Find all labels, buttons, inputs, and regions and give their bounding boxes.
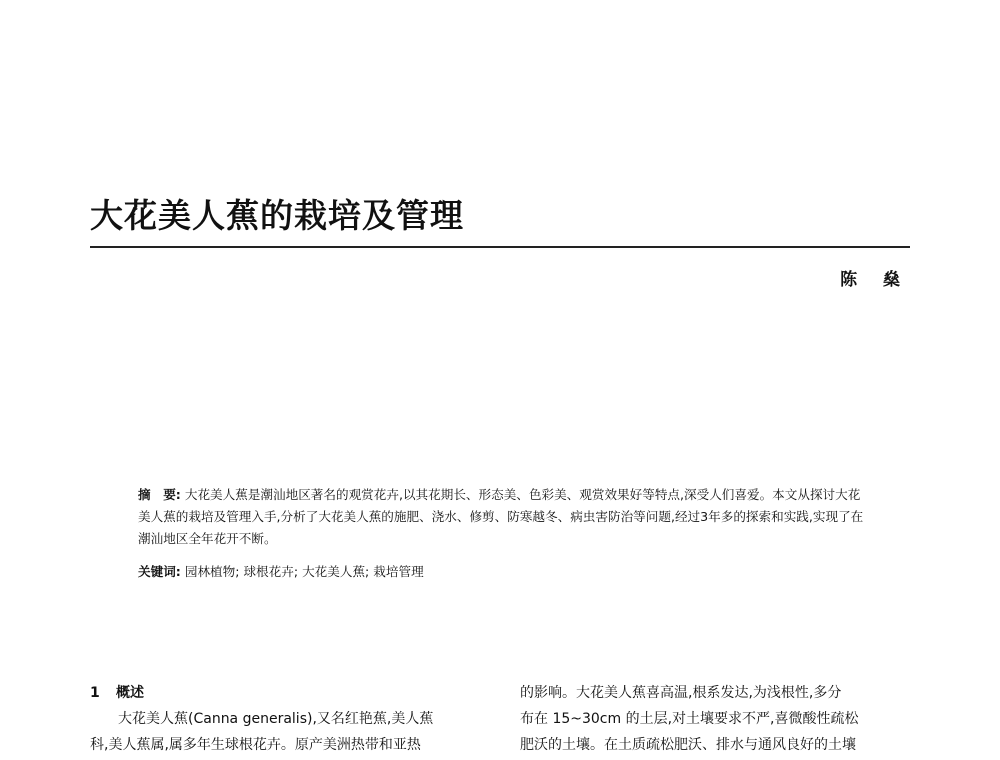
body-line: 科,美人蕉属,属多年生球根花卉。原产美洲热带和亚热 xyxy=(90,737,421,753)
paper-title: 大花美人蕉的栽培及管理 xyxy=(90,196,464,235)
body-line: 布在 15~30cm 的土层,对土壤要求不严,喜微酸性疏松 xyxy=(520,711,859,727)
section-number: 1 xyxy=(90,685,100,701)
body-column-right xyxy=(520,680,912,758)
body-line: 大花美人蕉(Canna generalis),又名红艳蕉,美人蕉 xyxy=(118,711,434,727)
keywords-label: 关键词: xyxy=(138,564,181,579)
title-divider xyxy=(90,246,910,248)
abstract-label: 摘 要: xyxy=(138,487,181,502)
body-line: 的影响。大花美人蕉喜高温,根系发达,为浅根性,多分 xyxy=(520,685,842,701)
section-title: 概述 xyxy=(116,685,144,701)
abstract-text: 大花美人蕉是潮汕地区著名的观赏花卉,以其花期长、形态美、色彩美、观赏效果好等特点,深受人们喜爱。本文从探讨大花美人蕉的栽培及管理入手,分析了大花美人蕉的施肥、浇水、修剪、防寒越冬、病虫害防治等问题,经过3年多的探索和实践,实现了在潮汕地区全年花开不断。 xyxy=(138,487,864,546)
section-heading xyxy=(90,680,490,706)
body-column-left xyxy=(90,680,490,758)
keywords xyxy=(138,562,868,582)
body-line: 肥沃的土壤。在土质疏松肥沃、排水与通风良好的土壤 xyxy=(520,737,856,753)
abstract xyxy=(138,484,868,550)
keywords-text: 园林植物; 球根花卉; 大花美人蕉; 栽培管理 xyxy=(184,564,424,579)
author-name: 陈 燊 xyxy=(840,270,910,290)
